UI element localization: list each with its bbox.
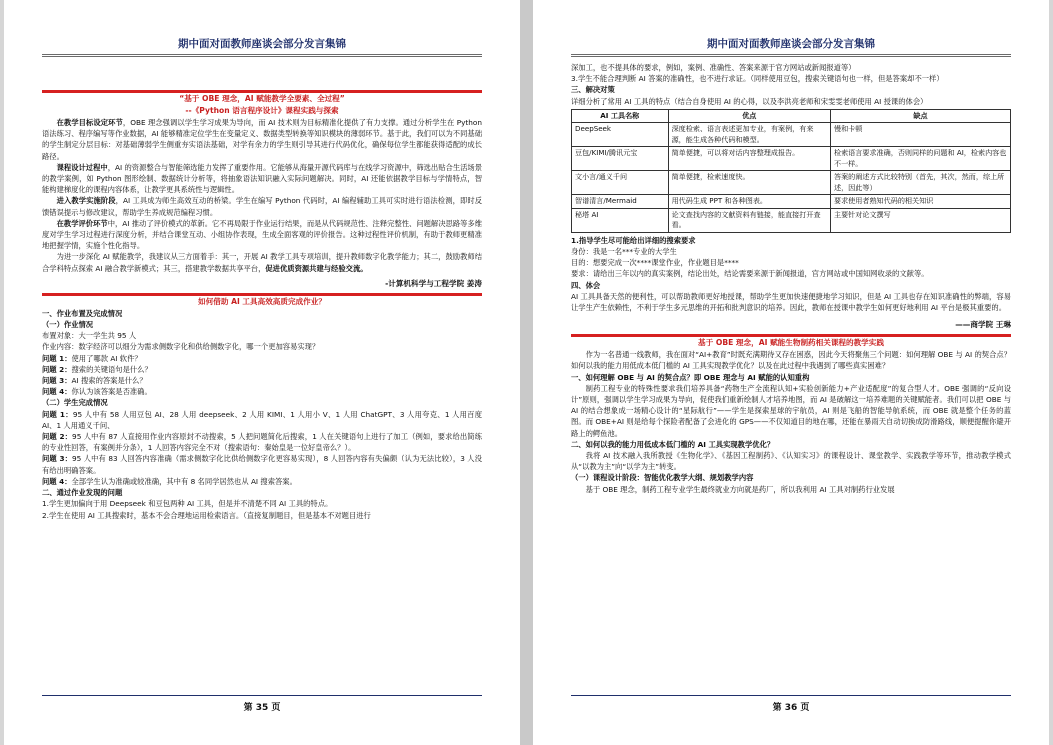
page-number: 第 35 页 [243,703,281,713]
question-line: 问题 3：AI 搜索的答案是什么？ [42,376,147,386]
subsection-heading: （一）作业情况 [42,320,94,330]
table-cell: 答案的阐述方式比较特别（首先，其次，然而，综上所述，因此等） [831,171,1011,195]
paragraph: 作为一名普通一线教师，我在面对“AI+教育”时既充满期待又存在困惑，因此今天将聚焦三个问题：如何理解 OBE 与 AI 的契合点？如何以我的能力用低成本低门槛的 AI 工具实现教学优化？以及在此过程中我遇到了哪些真实困难？ [571,350,1011,371]
paragraph: 课程设计过程中，AI 的资源整合与智能筛选能力发挥了重要作用。它能够从海量开源代码库与在线学习资源中，筛选出贴合生活场景的教学案例，如 Python 图形绘制、数据统计分析等，将抽象语法知识融入实际问题解决。同时，AI 还能依据教学目标与学情特点，智能构建梯度化的课程内容体系，让教学更具系统性与逻辑性。 [42,162,483,195]
table-row [572,195,1011,209]
table-header-row [572,109,1011,123]
table-row [572,123,1011,147]
paragraph: 制药工程专业的特殊性要求我们培养具备“药物生产全流程认知+实验创新能力+产业适配度”的复合型人才。OBE 强调的“反向设计”原则，强调以学生学习成果为导向，促使我们重新绘制人才培养地图，而 AI 是破解这一培养难题的关键赋能者。我们可以把 OBE 与 AI 的结合想象成一场精心设计的“星际航行”——学生是探索星球的宇航员，AI 则是飞船的智能导航系统，而 OBE 就是整个任务的蓝图。而 OBE+AI 则是给每个探险者配备了会进化的 GPS——不仅知道目的地在哪，还能在暴雨天自动切换成防滑路线，顺便提醒你避开路上的鳄鱼池。 [571,383,1011,438]
table-row [572,147,1011,171]
section-heading: 三、解决对策 [571,85,615,95]
answer-line: 问题 3：95 人中有 83 人回答内容准确（需求侧数字化比供给侧数字化更容易实现），8 人回答内容有失偏颇（认为无法比较），3 人没有给出明确答案。 [42,454,482,475]
answer-line: 问题 2：95 人中有 87 人直接用作业内容原封不动搜索，5 人把问题简化后搜索，1 人在关键语句上进行了加工（例如，要求给出简练的专业性回答，有案例并分条），1 人回答内容完全不对（搜索语句：秦始皇是一位好皇帝么？）。 [42,432,483,453]
table-cell: 检索语言要求准确，否则同样的问题和 AI，检索内容也不一样。 [831,147,1011,171]
header-rule [42,54,482,57]
author-signature: ——商学院 王琳 [955,320,1011,330]
answer-line: 问题 4：全部学生认为准确或较准确，其中有 8 名同学居然也从 AI 搜索答案。 [42,476,297,486]
paragraph: AI 工具具备天然的便利性，可以帮助教师更好地授课，帮助学生更加快速便捷地学习知识，但是 AI 工具也存在知识准确性的弊端，容易让学生产生依赖性，不利于学生多元思维的开拓和批判意识的培养。因此，教师在授课中教学生如何更好地利用 AI 平台是极其重要的。 [571,291,1011,313]
article-title: 基于 OBE 理念，AI 赋能生物制药相关课程的教学实践 [698,338,884,348]
section-heading: 一、如何理解 OBE 与 AI 的契合点？即 OBE 理念与 AI 赋能的认知重构 [571,372,810,382]
paragraph: 在教学目标设定环节，OBE 理念强调以学生学习成果为导向，而 AI 技术则为目标精准化提供了有力支撑。通过分析学生在 Python 语法练习、程序编写等作业数据，AI 能够精准定位学生在变量定义、数据类型转换等知识模块的薄弱环节。基于此，我们可以为不同基础的学生制定分层目标：对基础薄弱学生侧重夯实语法基础，对学有余力的学生则引导其进行代码优化，确保每位学生都能获得适配的成长路径。 [42,118,483,161]
question-line: 问题 1：使用了哪款 AI 软件？ [42,353,142,363]
table-row [572,208,1011,232]
table-cell: 豆包/KIMI/腾讯元宝 [572,147,669,171]
table-cell: DeepSeek [572,123,669,147]
paragraph: 为进一步深化 AI 赋能教学，我建议从三方面着手：其一，开展 AI 教学工具专项培训，提升教师数字化教学能力；其二，鼓励教师结合学科特点探索 AI 融合教学新模式；其三，搭建教学数据共享平台，促进优质资源共建与经验交流。 [42,252,482,273]
article-subtitle: --《Python 语言程序设计》课程实践与探索 [185,106,339,115]
table-cell: 慢和卡顿 [831,123,1011,147]
table-header-cell: AI 工具名称 [572,109,669,123]
table-cell: 文小言/通义千问 [572,171,669,195]
table-cell: 简单便捷，可以将对话内容整理成报告。 [668,147,830,171]
table-cell: 用代码生成 PPT 和各种图表。 [668,195,830,209]
subsection-heading: 1.指导学生尽可能给出详细的搜索要求 [571,235,696,245]
table-header-cell: 缺点 [831,109,1011,123]
subsection-heading: （二）学生完成情况 [42,398,108,408]
table-cell: 要求使用者熟知代码的相关知识 [831,195,1011,209]
author-signature: -计算机科学与工程学院 姜涛 [385,278,482,288]
page-gutter [520,0,533,745]
article-title: 如何借助 AI 工具高效高质完成作业？ [198,296,326,306]
table-cell: 简单便捷，检索速度快。 [668,171,830,195]
text-line: 布置对象：大一学生共 95 人 [42,331,137,341]
running-header: 期中面对面教师座谈会部分发言集锦 [178,38,346,50]
issue-line: 2.学生在使用 AI 工具搜索时，基本不会合理地运用检索语言。（直接复制题目，但是基本不对题目进行 [42,510,371,520]
table-row [572,171,1011,195]
paragraph: 基于 OBE 理念，制药工程专业学生最终就业方向就是药厂，所以我利用 AI 工具对制药行业发展 [585,484,895,494]
question-line: 问题 4：你认为该答案是否准确。 [42,387,152,397]
table-cell: 深度检索、语言表述更加专业，有案例，有来源，能生成各种代码和模型。 [668,123,830,147]
table-cell: 主要针对论文撰写 [831,208,1011,232]
table-cell: 论文查找内容的文献资料有链接，能直接打开查看。 [668,208,830,232]
table-header-cell: 优点 [668,109,830,123]
page-right [533,0,1049,745]
subsection-heading: （一）课程设计阶段：智能优化教学大纲、规划教学内容 [571,473,754,483]
text-line: 身份：我是一名***专业的大学生 [571,247,677,257]
question-line: 问题 2：搜索的关键语句是什么？ [42,364,152,374]
paragraph: 我将 AI 技术融入我所教授《生物化学》、《基因工程制药》、《认知实习》的课程设计、课堂教学、实践教学等环节，推动教学模式从“以教为主”向“以学为主”转变。 [571,451,1011,472]
page-left-content [42,62,482,521]
text-line: 要求：请给出三年以内的真实案例，结论出处，结论需要来源于新闻报道，官方网站或中国知网收录的文献等。 [571,269,929,279]
ai-tools-table [571,109,1011,233]
section-heading: 一、作业布置及完成情况 [42,308,123,318]
footer-rule [42,695,482,696]
table-cell: 秘塔 AI [572,208,669,232]
issue-line: 3.学生不能合理判断 AI 答案的准确性，也不进行求证。（同样使用豆包，搜索关键语句也一样，但是答案却不一样） [571,74,944,84]
running-header: 期中面对面教师座谈会部分发言集锦 [707,38,875,50]
page-number: 第 36 页 [772,703,810,713]
paragraph: 在教学评价环节中，AI 推动了评价模式的革新。它不再局限于作业运行结果，而是从代码规范性、注释完整性、问题解决思路等多维度对学生学习过程进行深度分析，并结合课堂互动、小组协作表现，生成全面客观的评价报告。这种过程性评价机制，有助于教师更精准地把握学情，实施个性化指导。 [42,218,483,251]
paragraph: 进入教学实施阶段，AI 工具成为师生高效互动的桥梁。学生在编写 Python 代码时，AI 编程辅助工具可实时进行语法检测，即时反馈错误提示与修改建议，帮助学生养成规范编程习惯。 [42,196,482,217]
text-line: 目的：想要完成一次****课堂作业，作业题目是**** [571,258,739,268]
text-line: 深加工，也不提具体的要求，例如，案例、准确性、答案来源于官方网站或新闻报道等） [571,63,856,72]
text-line: 作业内容：数字经济可以细分为需求侧数字化和供给侧数字化，哪一个更加容易实现？ [42,342,320,352]
table-cell: 智谱清言/Mermaid [572,195,669,209]
page-left [4,0,520,745]
issue-line: 1.学生更加偏向于用 Deepseek 和豆包两种 AI 工具，但是并不清楚不同 AI 工具的特点。 [42,499,333,509]
page-right-content [571,62,1011,495]
section-heading: 二、如何以我的能力用低成本低门槛的 AI 工具实现教学优化？ [571,439,775,449]
section-heading: 四、体会 [571,280,601,290]
article-title: “基于 OBE 理念，AI 赋能教学全要素、全过程” [179,94,345,103]
footer-rule [571,695,1011,696]
section-heading: 二、通过作业发现的问题 [42,488,123,498]
header-rule [571,54,1011,57]
answer-line: 问题 1：95 人中有 58 人用豆包 AI、28 人用 deepseek、2 人用 KIMI、1 人用小 V、1 人用 ChatGPT、3 人用夸克、1 人用百度 AI、1 人用通义千问、 [42,409,482,430]
text-line: 详细分析了常用 AI 工具的特点（结合自身使用 AI 的心得，以及李洪亮老师和宋雯雯老师使用 AI 授课的体会） [571,96,928,106]
